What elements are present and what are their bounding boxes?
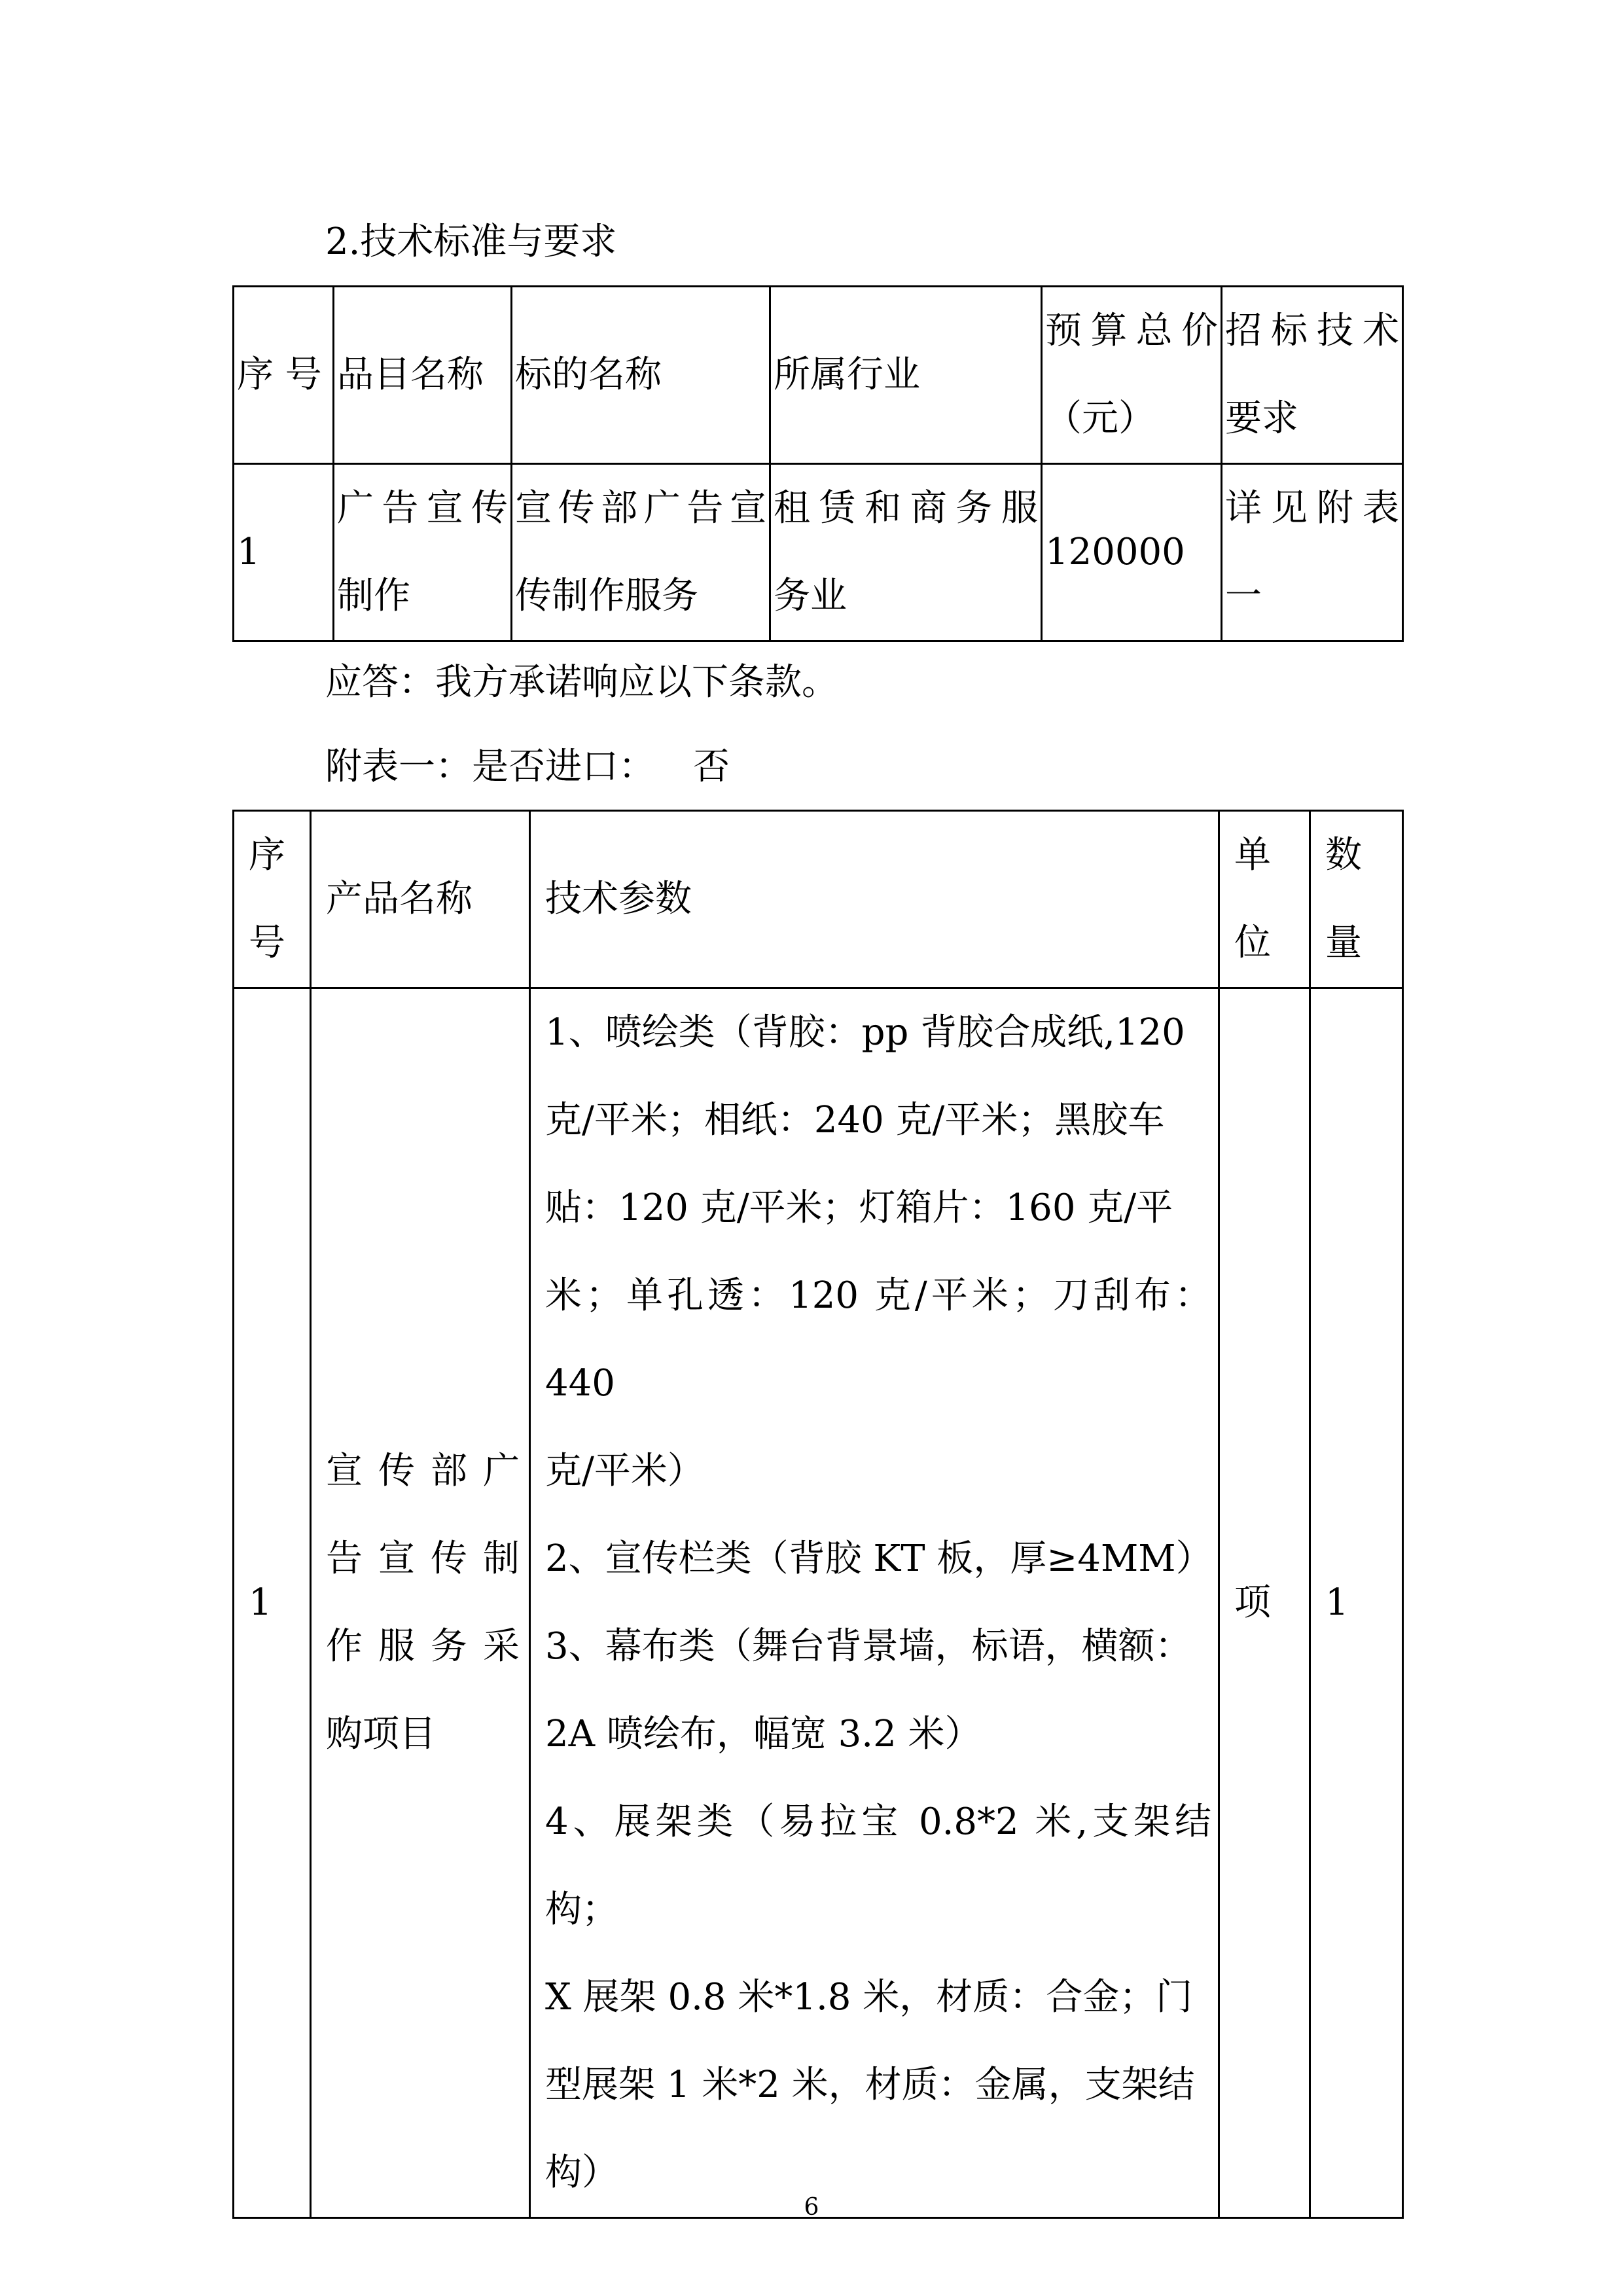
appendix-label: 附表一：是否进口： xyxy=(325,745,655,788)
appendix-header-unit xyxy=(1219,811,1310,988)
appendix-header-serial xyxy=(234,811,311,988)
appendix-header-row xyxy=(234,811,1403,988)
param-line: 2A 喷绘布，幅宽 3.2 米） xyxy=(545,1713,982,1755)
procurement-data-row xyxy=(234,464,1403,641)
header-budget-line1: 预算总价 xyxy=(1045,310,1218,352)
response-statement: 应答：我方承诺响应以下条款。 xyxy=(325,661,838,704)
section-title: 2.技术标准与要求 xyxy=(325,221,617,263)
header-requirement-line1: 招标技术 xyxy=(1225,310,1399,352)
param-line: 型展架 1 米*2 米，材质：金属，支架结 xyxy=(545,2064,1195,2106)
procurement-header-row xyxy=(234,287,1403,464)
row-requirement-line2: 一 xyxy=(1225,575,1262,617)
product-name-line: 告宣传制 xyxy=(326,1537,520,1580)
row-item-line1: 广告宣传 xyxy=(337,487,508,529)
row-budget: 120000 xyxy=(1042,464,1222,641)
param-line: 构） xyxy=(545,2151,618,2194)
appendix-header-unit-line2: 位 xyxy=(1234,922,1271,964)
header-item-name: 品目名称 xyxy=(334,287,512,464)
row-industry-line1: 租赁和商务服 xyxy=(774,487,1038,529)
row-target-name xyxy=(512,464,770,641)
header-industry: 所属行业 xyxy=(770,287,1042,464)
row-serial: 1 xyxy=(234,464,334,641)
procurement-table xyxy=(232,285,1404,642)
appendix-header-qty-line2: 量 xyxy=(1325,922,1362,964)
appendix-row-qty: 1 xyxy=(1310,988,1403,2218)
appendix-import-line xyxy=(325,741,730,793)
header-budget xyxy=(1042,287,1222,464)
param-line: 贴：120 克/平米；灯箱片：160 克/平 xyxy=(545,1187,1173,1229)
appendix-data-row xyxy=(234,988,1403,2218)
param-line: 4、展架类（易拉宝 0.8*2 米,支架结构； xyxy=(545,1801,1211,1931)
page-number: 6 xyxy=(804,2194,819,2221)
appendix-header-serial-line1: 序 xyxy=(249,834,285,876)
row-industry xyxy=(770,464,1042,641)
row-requirement-line1: 详见附表 xyxy=(1225,487,1399,529)
appendix-row-serial: 1 xyxy=(234,988,311,2218)
header-serial: 序 号 xyxy=(234,287,334,464)
import-answer: 否 xyxy=(693,745,730,788)
appendix-row-params xyxy=(530,988,1219,2218)
row-item-name xyxy=(334,464,512,641)
row-target-line2: 传制作服务 xyxy=(515,575,698,617)
header-requirement-line2: 要求 xyxy=(1225,397,1298,440)
appendix-header-unit-line1: 单 xyxy=(1234,834,1271,876)
appendix-header-qty xyxy=(1310,811,1403,988)
param-line: 1、喷绘类（背胶：pp 背胶合成纸,120 xyxy=(545,1011,1185,1054)
param-line: 克/平米；相纸：240 克/平米；黑胶车 xyxy=(545,1099,1165,1141)
product-name-line: 作服务采 xyxy=(326,1625,520,1668)
row-item-line2: 制作 xyxy=(337,575,410,617)
appendix-row-product xyxy=(311,988,530,2218)
header-target-name: 标的名称 xyxy=(512,287,770,464)
param-line: 3、幕布类（舞台背景墙，标语，横额： xyxy=(545,1625,1192,1668)
header-requirement xyxy=(1222,287,1403,464)
product-name-line: 购项目 xyxy=(326,1713,436,1755)
row-industry-line2: 务业 xyxy=(774,575,847,617)
row-requirement xyxy=(1222,464,1403,641)
appendix-header-params: 技术参数 xyxy=(530,811,1219,988)
header-budget-line2: （元） xyxy=(1045,397,1155,440)
appendix-row-unit: 项 xyxy=(1219,988,1310,2218)
param-line: 2、宣传栏类（背胶 KT 板，厚≥4MM） xyxy=(545,1537,1213,1580)
appendix-header-qty-line1: 数 xyxy=(1325,834,1362,876)
param-line: 米；单孔透：120 克/平米；刀刮布：440 xyxy=(545,1274,1211,1405)
row-target-line1: 宣传部广告宣 xyxy=(515,487,766,529)
appendix-header-serial-line2: 号 xyxy=(249,922,285,964)
appendix-table xyxy=(232,810,1404,2219)
param-line: 克/平米） xyxy=(545,1450,704,1492)
product-name-line: 宣传部广 xyxy=(326,1450,520,1492)
param-line: X 展架 0.8 米*1.8 米，材质：合金；门 xyxy=(545,1976,1193,2018)
appendix-header-product: 产品名称 xyxy=(311,811,530,988)
